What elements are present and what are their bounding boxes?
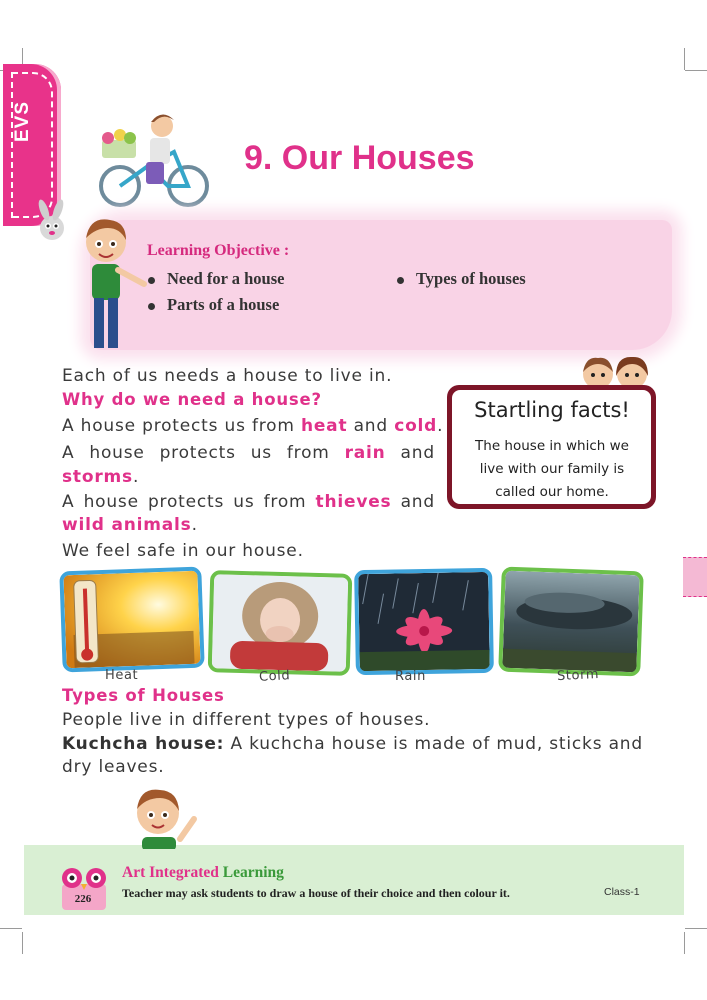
flower-in-rain-icon	[358, 572, 490, 671]
bullet-icon	[148, 277, 155, 284]
types-heading: Types of Houses	[62, 686, 225, 705]
text-fragment: A house protects us from	[62, 416, 295, 436]
text-fragment: .	[437, 416, 444, 436]
protects-line-2b	[62, 467, 139, 487]
art-integrated-title	[122, 864, 284, 882]
word: protects	[147, 492, 225, 512]
kuchcha-line-1	[62, 734, 643, 754]
keyword-rain: rain	[344, 443, 386, 463]
text-fragment: .	[191, 515, 198, 535]
word: and	[400, 443, 435, 463]
objective-text: Need for a house	[167, 269, 285, 288]
word: protects	[159, 443, 236, 463]
art-word: Art	[122, 864, 146, 881]
keyword-storms: storms	[62, 467, 133, 487]
safe-text: We feel safe in our house.	[62, 541, 304, 561]
photo-caption: Rain	[395, 669, 426, 684]
kuchcha-label: Kuchcha house:	[62, 734, 225, 754]
cold-photo	[208, 570, 353, 676]
facts-line: The house in which we	[475, 438, 629, 454]
bullet-icon	[148, 303, 155, 310]
rabbit-mascot-icon	[30, 198, 74, 244]
crop-mark	[0, 928, 22, 929]
objective-text: Parts of a house	[167, 295, 280, 314]
types-intro: People live in different types of houses.	[62, 710, 431, 730]
keyword-thieves: thieves	[315, 492, 392, 512]
kuchcha-text: A kuchcha house is made of mud, sticks and	[224, 734, 643, 754]
objective-item	[148, 295, 279, 315]
objective-item	[397, 269, 526, 289]
person-in-cold-icon	[212, 574, 348, 671]
protects-line-1	[62, 416, 443, 436]
keyword-heat: heat	[300, 416, 348, 436]
facts-line: live with our family is	[479, 461, 625, 477]
word: us	[233, 492, 255, 512]
intro-text: Each of us needs a house to live in.	[62, 366, 393, 386]
thermometer-sun-icon	[63, 571, 200, 669]
protects-line-3	[62, 492, 435, 512]
protects-line-3b	[62, 515, 198, 535]
facts-line: called our home.	[495, 484, 609, 500]
crop-mark	[22, 932, 23, 954]
keyword-cold: cold	[394, 416, 438, 436]
word: house	[89, 443, 145, 463]
crop-mark	[685, 70, 707, 71]
integrated-word: Integrated	[149, 864, 219, 881]
bullet-icon	[397, 277, 404, 284]
rain-photo	[354, 568, 494, 675]
art-instruction: Teacher may ask students to draw a house of their choice and then colour it.	[122, 886, 510, 900]
why-heading: Why do we need a house?	[62, 390, 322, 409]
photo-caption: Cold	[258, 668, 291, 685]
subject-label: EVS	[12, 100, 33, 142]
boy-pointing-icon	[80, 214, 148, 354]
storm-photo	[498, 567, 644, 677]
word: A	[62, 443, 75, 463]
protects-line-2	[62, 443, 435, 463]
photo-caption: Heat	[105, 668, 139, 683]
learning-objective-title: Learning Objective :	[147, 242, 290, 259]
objective-text: Types of houses	[416, 269, 526, 288]
facts-title: Startling facts!	[474, 398, 630, 422]
word: house	[83, 492, 139, 512]
word: A	[62, 492, 75, 512]
boy-waving-icon	[130, 783, 202, 849]
tab-dashed-border	[11, 72, 53, 218]
heat-photo	[59, 567, 204, 673]
kuchcha-line-2: dry leaves.	[62, 757, 165, 777]
page-side-marker	[683, 557, 707, 597]
crop-mark	[684, 48, 685, 70]
learning-word: Learning	[222, 864, 284, 881]
owl-badge-icon	[56, 864, 110, 914]
class-label: Class-1	[604, 886, 640, 898]
objective-item	[148, 269, 284, 289]
boy-on-bicycle-icon	[96, 108, 216, 210]
word: from	[263, 492, 307, 512]
text-fragment: and	[353, 416, 388, 436]
page-number: 226	[74, 893, 92, 905]
word: us	[250, 443, 272, 463]
crop-mark	[685, 928, 707, 929]
storm-clouds-icon	[502, 571, 639, 673]
word: and	[400, 492, 435, 512]
word: from	[286, 443, 330, 463]
text-fragment: .	[132, 467, 140, 487]
crop-mark	[684, 932, 685, 954]
photo-caption: Storm	[556, 666, 600, 685]
keyword-wild-animals: wild animals	[62, 515, 192, 535]
chapter-title: 9. Our Houses	[244, 139, 475, 177]
